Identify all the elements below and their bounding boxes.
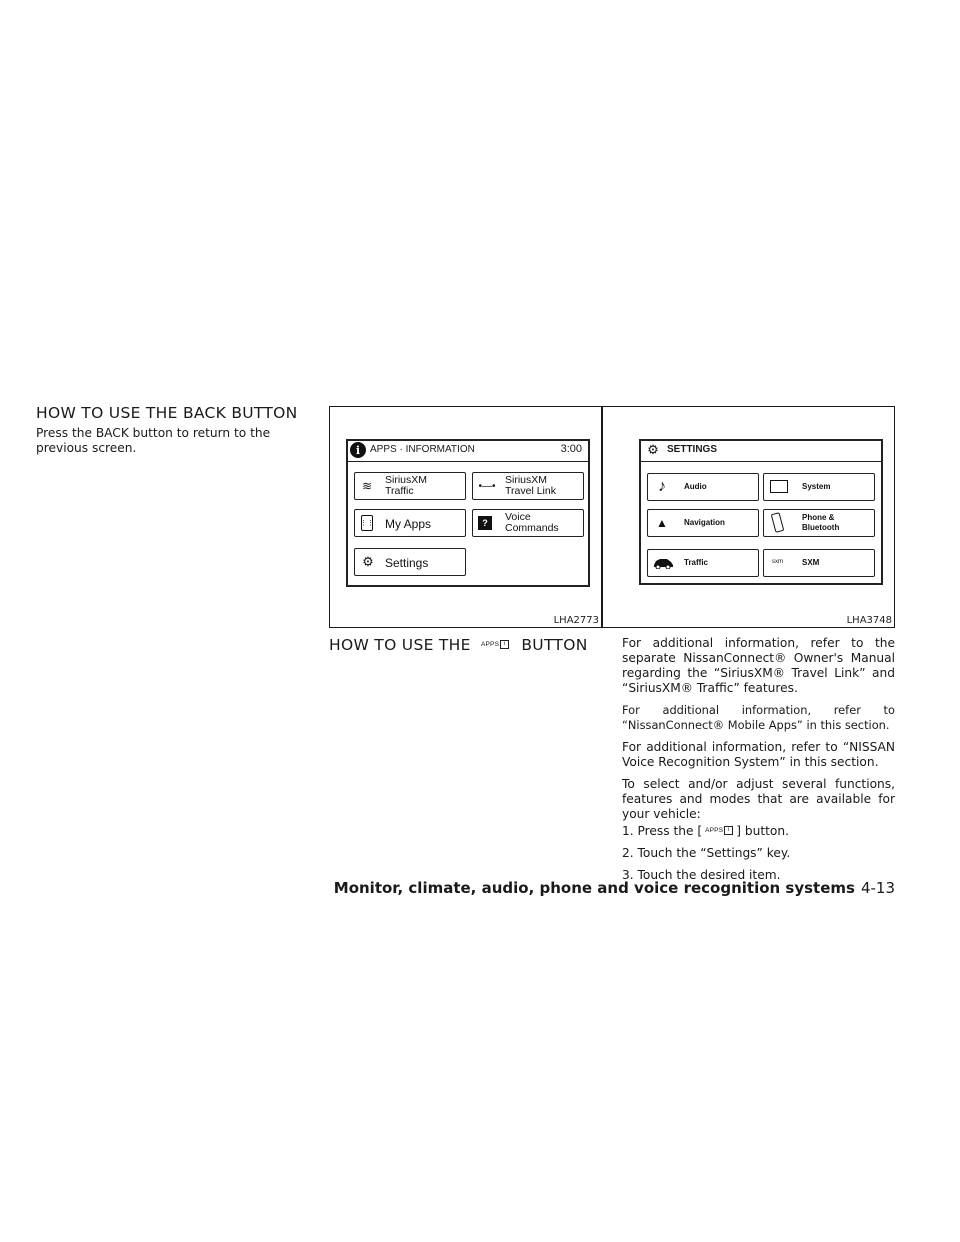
paragraph: To select and/or adjust several functions, features and modes that are available for your vehicle: [622, 777, 895, 821]
voice-commands-button[interactable] [472, 509, 584, 537]
my-apps-label: My Apps [385, 517, 432, 531]
traffic-button[interactable] [647, 549, 759, 577]
info-icon: i [350, 442, 366, 458]
apps-key-text: APPS [705, 827, 724, 835]
apps-title-post: BUTTON [521, 636, 588, 654]
my-apps-button[interactable] [354, 509, 466, 537]
apps-screen [346, 439, 590, 587]
gear-icon: ⚙ [362, 554, 374, 569]
settings-label: Settings [385, 556, 429, 570]
apps-key-text: APPS [480, 641, 500, 649]
traffic-waves-icon: ≋ [361, 479, 373, 493]
apps-section-title [329, 636, 588, 654]
footer-section-title: Monitor, climate, audio, phone and voice recognition systems [333, 879, 855, 897]
paragraph: For additional information, refer to the separate NissanConnect® Owner's Manual regarding the “SiriusXM® Travel Link” and “SiriusXM® Traffic” features. [622, 636, 895, 695]
traffic-label: Traffic [684, 558, 709, 567]
step-2: 2. Touch the “Settings” key. [622, 846, 791, 860]
sxm-logo-icon: sxm [772, 559, 783, 565]
sxm-button[interactable] [763, 549, 875, 577]
figure-code: LHA2773 [553, 615, 599, 626]
phone-bluetooth-label: Phone & Bluetooth [802, 513, 840, 532]
system-button[interactable] [763, 473, 875, 501]
step-1-pre: 1. Press the [ [622, 824, 703, 838]
settings-screen [639, 439, 883, 585]
back-section-title: HOW TO USE THE BACK BUTTON [36, 404, 298, 422]
siriusxm-travel-link-button[interactable] [472, 472, 584, 500]
siriusxm-traffic-label: SiriusXM Traffic [385, 474, 428, 497]
audio-button[interactable] [647, 473, 759, 501]
gear-icon: ⚙ [647, 442, 659, 458]
figure-settings [602, 406, 895, 628]
figure-apps-information [329, 406, 602, 628]
siriusxm-traffic-button[interactable] [354, 472, 466, 500]
step-1 [622, 824, 895, 839]
settings-screen-title: SETTINGS [667, 444, 718, 455]
phone-bluetooth-button[interactable] [763, 509, 875, 537]
settings-button[interactable] [354, 548, 466, 576]
step-1-post: ] button. [736, 824, 789, 838]
travel-link-icon: •—• [478, 480, 496, 492]
page-number: 4-13 [860, 879, 895, 897]
apps-section-body [622, 636, 895, 883]
car-icon [652, 557, 674, 569]
apps-screen-title: APPS · INFORMATION [370, 444, 475, 455]
voice-commands-icon: ? [478, 516, 492, 530]
clock: 3:00 [560, 443, 582, 455]
phone-icon [771, 512, 785, 533]
monitor-icon [770, 480, 788, 493]
navigation-label: Navigation [684, 518, 725, 527]
navigation-arrow-icon: ▲ [656, 516, 668, 530]
settings-screen-header [641, 441, 881, 462]
step-3: 3. Touch the desired item. [622, 868, 781, 882]
apps-key-icon: APPS i [704, 826, 734, 836]
voice-commands-label: Voice Commands [505, 511, 559, 534]
siriusxm-travel-link-label: SiriusXM Travel Link [505, 474, 556, 497]
apps-screen-header [348, 441, 588, 462]
navigation-button[interactable] [647, 509, 759, 537]
sxm-label: SXM [802, 558, 820, 567]
apps-key-icon: APPS i [480, 640, 510, 650]
paragraph: For additional information, refer to “NissanConnect® Mobile Apps” in this section. [622, 703, 895, 732]
back-section-body: Press the BACK button to return to the previous screen. [36, 426, 271, 455]
apps-grid-icon: ⋮⋮ [361, 515, 373, 531]
figure-code: LHA3748 [846, 615, 892, 626]
page-footer [334, 878, 895, 897]
apps-title-pre: HOW TO USE THE [329, 636, 471, 654]
music-note-icon: ♪ [658, 478, 666, 495]
audio-label: Audio [684, 482, 707, 491]
system-label: System [802, 482, 831, 491]
paragraph: For additional information, refer to “NISSAN Voice Recognition System” in this section. [622, 740, 895, 769]
